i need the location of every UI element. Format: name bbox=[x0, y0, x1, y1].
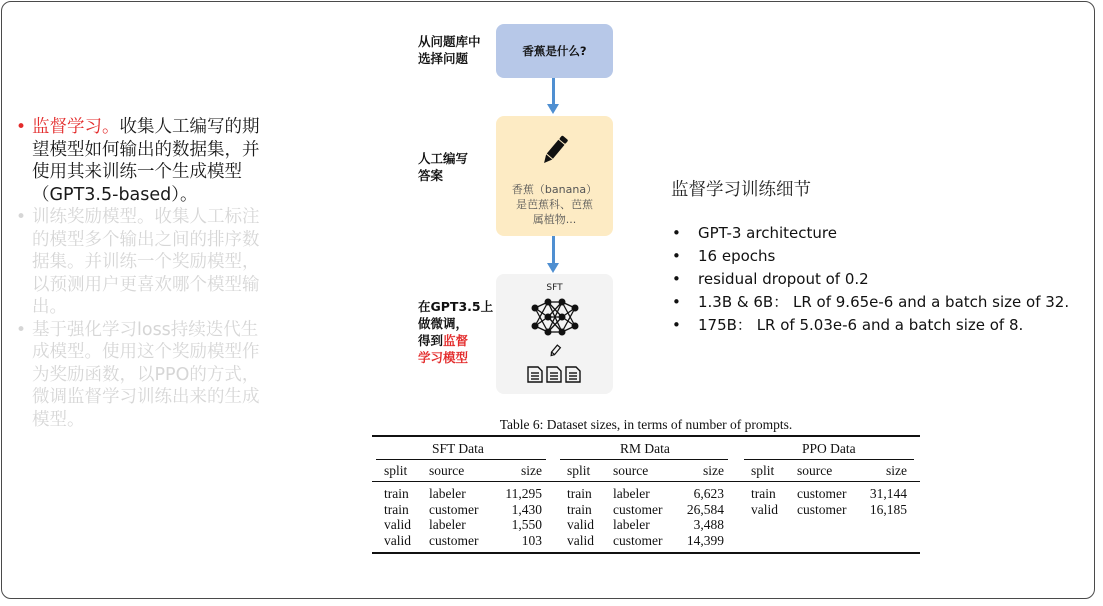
answer-text bbox=[502, 182, 607, 227]
col-size: size bbox=[886, 463, 907, 478]
group-header-rm: RM Data bbox=[620, 441, 670, 456]
col-size: size bbox=[521, 463, 542, 478]
step3-label bbox=[418, 298, 493, 366]
details-item: • 16 epochs bbox=[672, 245, 1069, 268]
table-cell: 103 bbox=[521, 532, 542, 548]
step3-label-prefix: 得到 bbox=[418, 333, 444, 348]
answer-box bbox=[496, 116, 613, 236]
table-caption: Table 6: Dataset sizes, in terms of number of prompts. bbox=[499, 417, 793, 432]
group-header-ppo: PPO Data bbox=[802, 441, 856, 456]
step-bullet-list bbox=[14, 116, 262, 431]
step3-label-line bbox=[418, 332, 493, 349]
table-cell: customer bbox=[429, 532, 479, 548]
col-source: source bbox=[797, 463, 833, 478]
table-cell: customer bbox=[429, 501, 479, 517]
col-split: split bbox=[567, 463, 591, 478]
bullet-text: 基于强化学习loss持续迭代生成模型。使用这个奖励模型作为奖励函数，以PPO的方式，微调监督学习训练出来的生成模型。 bbox=[32, 319, 260, 430]
table-cell: train bbox=[384, 486, 409, 501]
step3-label-highlight-line: 学习模型 bbox=[418, 350, 469, 365]
details-item: • GPT-3 architecture bbox=[672, 222, 1069, 245]
step1-label-line: 选择问题 bbox=[418, 51, 469, 66]
group-header-sft: SFT Data bbox=[432, 441, 484, 456]
table-cell: valid bbox=[384, 532, 411, 548]
table-cell: train bbox=[567, 486, 592, 501]
step2-label bbox=[418, 150, 468, 184]
bullet-text: 训练奖励模型。收集人工标注的模型多个输出之间的排序数据集。并训练一个奖励模型，以预测用户更喜欢哪个模型输出。 bbox=[32, 207, 260, 317]
table-cell: 3,488 bbox=[693, 517, 724, 532]
sft-label: SFT bbox=[546, 283, 563, 293]
table-cell: customer bbox=[797, 501, 847, 517]
answer-line: 香蕉（banana） bbox=[511, 183, 598, 196]
ppo-group-rule bbox=[744, 459, 914, 460]
details-item: • residual dropout of 0.2 bbox=[672, 268, 1069, 291]
bullet-reinforcement-learning bbox=[14, 319, 262, 432]
table-cell: labeler bbox=[613, 517, 650, 532]
question-text: 香蕉是什么? bbox=[522, 44, 587, 58]
table-cell: 1,430 bbox=[511, 501, 542, 517]
step2-label-line: 答案 bbox=[418, 168, 444, 183]
sft-model-box bbox=[496, 274, 613, 394]
bullet-text: 收集人工编写的期望模型如何输出的数据集，并使用其来训练一个生成模型（GPT3.5-based）。 bbox=[32, 117, 260, 205]
bullet-dot: • bbox=[16, 207, 27, 227]
col-source: source bbox=[429, 463, 465, 478]
details-title: 监督学习训练细节 bbox=[671, 180, 811, 200]
table-cell: customer bbox=[613, 501, 663, 517]
step1-label bbox=[418, 33, 481, 67]
table-bottom-rule bbox=[372, 552, 920, 554]
table-cell: valid bbox=[751, 501, 778, 517]
table-cell: valid bbox=[567, 532, 594, 548]
table-cell: 31,144 bbox=[869, 486, 907, 501]
sft-group-rule bbox=[376, 459, 546, 460]
table-cell: customer bbox=[797, 486, 847, 501]
small-pencil-icon bbox=[548, 344, 562, 358]
arrow-down-icon bbox=[552, 78, 555, 106]
table-cell: 16,185 bbox=[869, 501, 907, 517]
table-cell: labeler bbox=[613, 486, 650, 501]
step3-label-highlight: 监督 bbox=[443, 333, 469, 348]
table-cell: customer bbox=[613, 532, 663, 548]
table-cell: 1,550 bbox=[511, 517, 542, 532]
question-box bbox=[496, 24, 613, 78]
table-cell: train bbox=[751, 486, 776, 501]
table-cell: 11,295 bbox=[505, 486, 542, 501]
col-split: split bbox=[751, 463, 775, 478]
details-list bbox=[672, 222, 1069, 337]
table-cell: valid bbox=[384, 517, 411, 532]
table-cell: valid bbox=[567, 517, 594, 532]
details-item: • 175B： LR of 5.03e-6 and a batch size of 8. bbox=[672, 314, 1069, 337]
bullet-highlight: 监督学习。 bbox=[32, 117, 120, 137]
answer-line: 是芭蕉科、芭蕉 bbox=[516, 198, 593, 211]
table-top-rule bbox=[372, 435, 920, 437]
bullet-reward-model bbox=[14, 206, 262, 319]
table-cell: 14,399 bbox=[686, 532, 724, 548]
table-cell: train bbox=[567, 501, 592, 517]
col-split: split bbox=[384, 463, 408, 478]
bullet-dot: • bbox=[16, 319, 27, 340]
rm-group-rule bbox=[560, 459, 728, 460]
arrow-down-icon bbox=[552, 236, 555, 265]
details-item: • 1.3B & 6B： LR of 9.65e-6 and a batch size of 32. bbox=[672, 291, 1069, 314]
bullet-supervised-learning bbox=[14, 116, 262, 206]
document-icon bbox=[526, 365, 584, 384]
answer-line: 属植物... bbox=[532, 213, 577, 226]
table-cell: labeler bbox=[429, 486, 466, 501]
step3-label-line: 在GPT3.5上 bbox=[418, 299, 494, 314]
pencil-icon bbox=[538, 132, 572, 168]
table-cell: train bbox=[384, 501, 409, 517]
neural-network-icon bbox=[530, 296, 580, 338]
bullet-dot: • bbox=[16, 117, 27, 137]
step1-label-line: 从问题库中 bbox=[418, 34, 481, 49]
table-header-rule bbox=[372, 481, 920, 482]
step2-label-line: 人工编写 bbox=[418, 151, 469, 166]
table-cell: 6,623 bbox=[693, 486, 724, 501]
col-source: source bbox=[613, 463, 649, 478]
step3-label-line: 做微调， bbox=[418, 316, 469, 331]
table-cell: 26,584 bbox=[686, 501, 724, 517]
col-size: size bbox=[703, 463, 724, 478]
table-cell: labeler bbox=[429, 517, 466, 532]
